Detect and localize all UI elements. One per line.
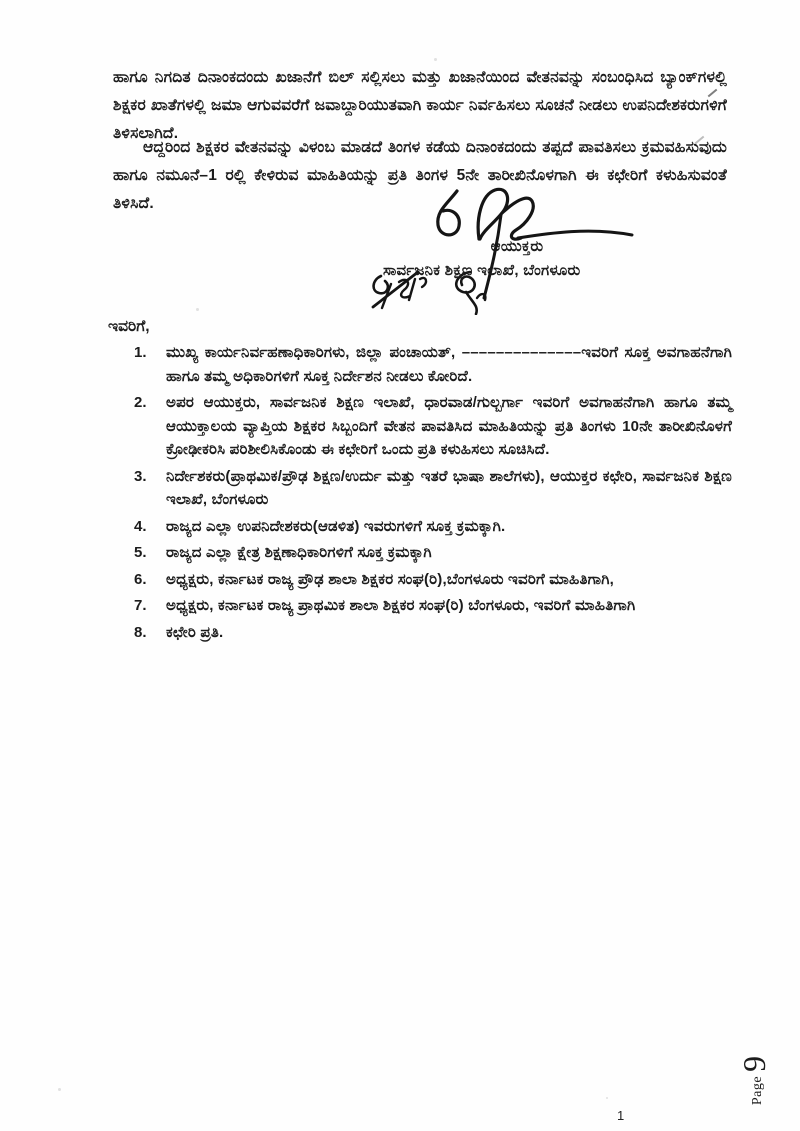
scan-speck (196, 308, 199, 311)
list-item (134, 465, 732, 512)
list-item-number: 1. (134, 344, 147, 361)
list-item-number: 7. (134, 597, 147, 614)
list-item (134, 391, 732, 462)
list-item-number: 6. (134, 570, 147, 588)
list-item-number: 3. (134, 467, 147, 485)
list-item-text: ಅಧ್ಯಕ್ಷರು, ಕರ್ನಾಟಕ ರಾಜ್ಯ ಪ್ರಾಥಮಿಕ ಶಾಲಾ ಶಿಕ್ಷಕರ ಸಂಘ(ರಿ) ಬೆಂಗಳೂರು, ಇವರಿಗೆ ಮಾಹಿತಿಗಾಗಿ (166, 597, 636, 614)
list-item-text: ರಾಜ್ಯದ ಎಲ್ಲಾ ಕ್ಷೇತ್ರ ಶಿಕ್ಷಣಾಧಿಕಾರಿಗಳಿಗೆ ಸೂಕ್ತ ಕ್ರಮಕ್ಕಾಗಿ (166, 544, 432, 561)
scan-speck (434, 58, 437, 61)
list-item-text: ಅಧ್ಯಕ್ಷರು, ಕರ್ನಾಟಕ ರಾಜ್ಯ ಪ್ರೌಢ ಶಾಲಾ ಶಿಕ್ಷಕರ ಸಂಘ(ರಿ),ಬೆಂಗಳೂರು ಇವರಿಗೆ ಮಾಹಿತಿಗಾಗಿ, (166, 570, 615, 588)
list-item-text: ನಿರ್ದೇಶಕರು(ಪ್ರಾಥಮಿಕ/ಪ್ರೌಢ ಶಿಕ್ಷಣ/ಉರ್ದು ಮತ್ತು ಇತರೆ ಭಾಷಾ ಶಾಲೆಗಳು), ಆಯುಕ್ತರ ಕಛೇರಿ, ಸಾರ್ವಜನಿಕ ಶಿಕ್ಷಣ ಇಲಾಖೆ, ಬೆಂಗಳೂರು (166, 467, 732, 508)
list-item-text: ರಾಜ್ಯದ ಎಲ್ಲಾ ಉಪನಿದೇಶಕರು(ಆಡಳಿತ) ಇವರುಗಳಿಗೆ ಸೂಕ್ತ ಕ್ರಮಕ್ಕಾಗಿ. (166, 517, 506, 535)
scan-speck (606, 1097, 608, 1099)
page-label (710, 1035, 800, 1125)
list-item (134, 568, 732, 592)
paragraph-2: ಆದ್ದರಿಂದ ಶಿಕ್ಷಕರ ವೇತನವನ್ನು ವಿಳಂಬ ಮಾಡದೆ ತಿಂಗಳ ಕಡೆಯ ದಿನಾಂಕದಂದು ತಪ್ಪದೆ ಪಾವತಿಸಲು ಕ್ರಮವಹಿಸುವುದು ಹಾಗೂ ನಮೂನೆ–1 ರಲ್ಲಿ ಕೇಳಿರುವ ಮಾಹಿತಿಯನ್ನು ಪ್ರತಿ ತಿಂಗಳ 5ನೇ ತಾರೀಖಿನೊಳಗಾಗಿ ಈ ಕಛೇರಿಗೆ ಕಳುಹಿಸುವಂತೆ ತಿಳಿಸಿದೆ. (113, 139, 727, 212)
page-label-word: Page (750, 1075, 766, 1105)
list-item (134, 341, 732, 388)
list-item (134, 594, 732, 618)
page-label-text (737, 1055, 774, 1104)
list-item-text: ಕಛೇರಿ ಪ್ರತಿ. (166, 623, 224, 641)
signatory-title: ಆಯುಕ್ತರು (490, 238, 544, 255)
list-item-text: ಅಪರ ಆಯುಕ್ತರು, ಸಾರ್ವಜನಿಕ ಶಿಕ್ಷಣ ಇಲಾಖೆ, ಧಾರವಾಡ/ಗುಲ್ಬರ್ಗಾ ಇವರಿಗೆ ಅವಗಾಹನೆಗಾಗಿ ಹಾಗೂ ತಮ್ಮ ಆಯುಕ್ತಾಲಯ ವ್ಯಾಪ್ತಿಯ ಶಿಕ್ಷಕರ ಸಿಬ್ಬಂದಿಗೆ ವೇತನ ಪಾವತಿಸಿದ ಮಾಹಿತಿಯನ್ನು ಪ್ರತಿ ತಿಂಗಳು 10ನೇ ತಾರೀಖಿನೊಳಗೆ ಕ್ರೋಢೀಕರಿಸಿ ಪರಿಶೀಲಿಸಿಕೊಂಡು ಈ ಕಛೇರಿಗೆ ಒಂದು ಪ್ರತಿ ಕಳುಹಿಸಲು ಸೂಚಿಸಿದೆ. (166, 394, 732, 458)
list-item-text: ಮುಖ್ಯ ಕಾರ್ಯನಿರ್ವಹಣಾಧಿಕಾರಿಗಳು, ಜಿಲ್ಲಾ ಪಂಚಾಯತ್, ––––––––––––––ಇವರಿಗೆ ಸೂಕ್ತ ಅವಗಾಹನೆಗಾಗಿ ಹಾಗೂ ತಮ್ಮ ಅಧಿಕಾರಿಗಳಿಗೆ ಸೂಕ್ತ ನಿರ್ದೇಶನ ನೀಡಲು ಕೋರಿದೆ. (166, 344, 732, 385)
scan-speck (58, 1088, 61, 1091)
list-item (134, 541, 732, 565)
list-item-number: 4. (134, 517, 147, 535)
page-number-bottom: 1 (617, 1108, 625, 1123)
list-item-number: 5. (134, 544, 147, 561)
paragraph-1: ಹಾಗೂ ನಿಗದಿತ ದಿನಾಂಕದಂದು ಖಜಾನೆಗೆ ಬಿಲ್ ಸಲ್ಲಿಸಲು ಮತ್ತು ಖಜಾನೆಯಿಂದ ವೇತನವನ್ನು ಸಂಬಂಧಿಸಿದ ಬ್ಯಾಂಕ್‌ಗಳಲ್ಲಿ ಶಿಕ್ಷಕರ ಖಾತೆಗಳಲ್ಲಿ ಜಮಾ ಆಗುವವರೆಗೆ ಜವಾಬ್ದಾರಿಯುತವಾಗಿ ಕಾರ್ಯ ನಿರ್ವಹಿಸಲು ಸೂಚನೆ ನೀಡಲು ಉಪನಿದೇಶಕರುಗಳಿಗೆ ತಿಳಿಸಲಾಗಿದೆ. (113, 69, 727, 142)
recipients-heading: ಇವರಿಗೆ, (108, 318, 150, 335)
list-item (134, 515, 732, 539)
recipients-list (134, 341, 732, 647)
list-item-number: 8. (134, 623, 147, 641)
list-item (134, 621, 732, 645)
page-label-number: 9 (736, 1055, 773, 1072)
list-item-number: 2. (134, 394, 147, 411)
signatory-department: ಸಾರ್ವಜನಿಕ ಶಿಕ್ಷಣ ಇಲಾಖೆ, ಬೆಂಗಳೂರು (383, 262, 581, 279)
